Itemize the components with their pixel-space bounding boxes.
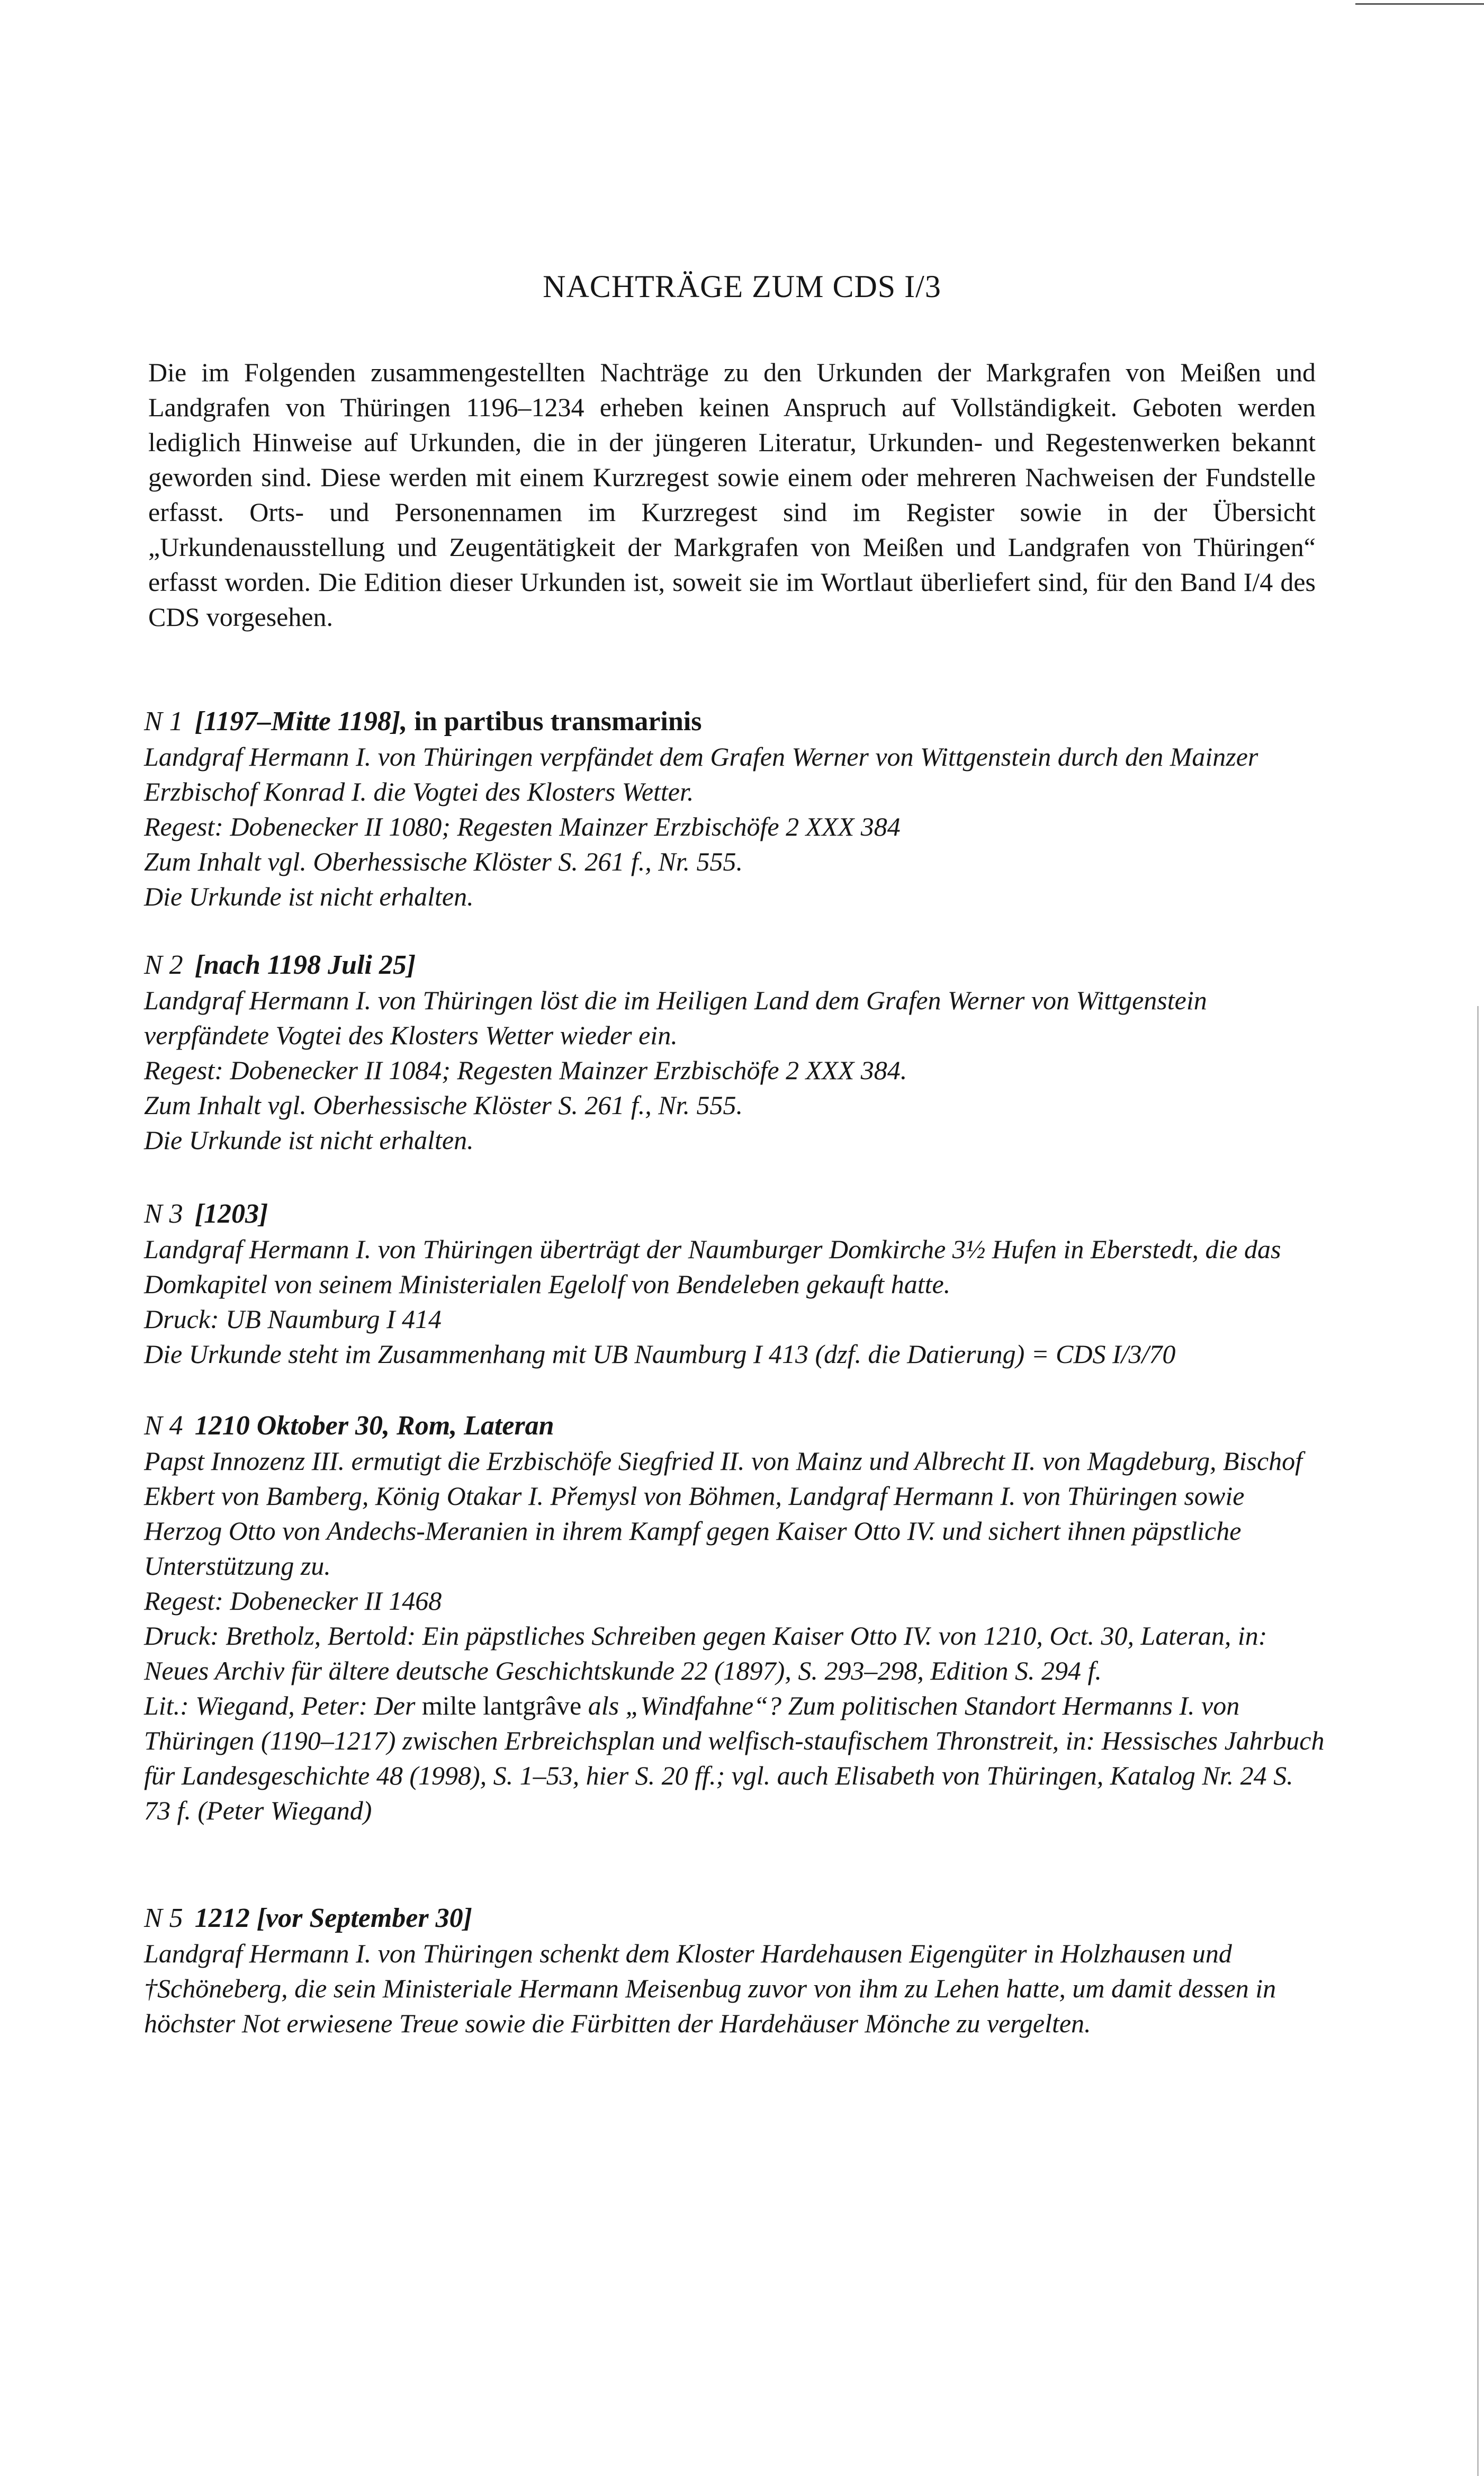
entry-body xyxy=(144,1232,1325,1371)
entry-date: [nach 1198 Juli 25] xyxy=(194,950,416,980)
entry-n5 xyxy=(144,1901,1325,2041)
entry-date: 1212 [vor September 30] xyxy=(194,1903,472,1933)
entry-n3 xyxy=(144,1197,1325,1371)
scan-edge-line xyxy=(1477,1006,1479,2476)
entry-line: Die Urkunde ist nicht erhalten. xyxy=(144,882,474,911)
entry-n4 xyxy=(144,1409,1325,1828)
lit-prefix: Lit.: Wiegand, Peter: Der xyxy=(144,1691,416,1720)
intro-paragraph: Die im Folgenden zusammengestellten Nachträge zu den Urkunden der Markgrafen von Meißen und Landgrafen von Thüringen 1196–1234 erheben keinen Anspruch auf Vollständigkeit. Geboten werden lediglich Hinweise auf Urkunden, die in der jüngeren Literatur, Urkunden- und Regestenwerken bekannt geworden sind. Diese werden mit einem Kurzregest sowie einem oder mehreren Nachweisen der Fundstelle erfasst. Orts- und Personennamen im Kurzregest sind im Register sowie in der Übersicht „Urkundenausstellung und Zeugentätigkeit der Markgrafen von Meißen und Landgrafen von Thüringen“ erfasst worden. Die Edition dieser Urkunden ist, soweit sie im Wortlaut überliefert sind, für den Band I/4 des CDS vorgesehen. xyxy=(148,357,1316,632)
entry-regest: Landgraf Hermann I. von Thüringen schenkt dem Kloster Hardehausen Eigengüter in Holzhausen und †Schöneberg, die sein Ministeriale Hermann Meisenbug zuvor von ihm zu Lehen hatte, um damit dessen in höchster Not erwiesene Treue sowie die Fürbitten der Hardehäuser Mönche zu vergelten. xyxy=(144,1939,1276,2038)
entry-line: Die Urkunde ist nicht erhalten. xyxy=(144,1125,474,1155)
entry-date: 1210 Oktober 30, Rom, Lateran xyxy=(194,1411,554,1441)
top-rule xyxy=(1355,3,1484,5)
entry-date: [1197–Mitte 1198], xyxy=(194,706,408,737)
entry-line: Zum Inhalt vgl. Oberhessische Klöster S. 261 f., Nr. 555. xyxy=(144,1090,743,1120)
entry-number: N 1 xyxy=(144,706,183,737)
entry-regest: Landgraf Hermann I. von Thüringen überträgt der Naumburger Domkirche 3½ Hufen in Eberstedt, die das Domkapitel von seinem Ministerialen Egelolf von Bendeleben gekauft hatte. xyxy=(144,1234,1281,1299)
entry-line: Druck: Bretholz, Bertold: Ein päpstliches Schreiben gegen Kaiser Otto IV. von 1210, Oct. 30, Lateran, in: Neues Archiv für ältere deutsche Geschichtskunde 22 (1897), S. 293–298, Edition S. 294 f. xyxy=(144,1621,1267,1685)
entry-line: Druck: UB Naumburg I 414 xyxy=(144,1304,442,1334)
entry-heading xyxy=(144,948,1325,983)
entry-number: N 4 xyxy=(144,1411,183,1441)
entry-line: Regest: Dobenecker II 1084; Regesten Mainzer Erzbischöfe 2 XXX 384. xyxy=(144,1055,907,1085)
entry-heading xyxy=(144,704,1325,739)
entry-n2 xyxy=(144,948,1325,1158)
entry-heading xyxy=(144,1197,1325,1232)
entry-heading xyxy=(144,1901,1325,1936)
entry-body xyxy=(144,739,1325,914)
entry-literature xyxy=(144,1688,1325,1828)
entry-body xyxy=(144,983,1325,1158)
entry-line: Die Urkunde steht im Zusammenhang mit UB Naumburg I 413 (dzf. die Datierung) = CDS I/3/70 xyxy=(144,1339,1176,1369)
entry-regest: Papst Innozenz III. ermutigt die Erzbischöfe Siegfried II. von Mainz und Albrecht II. von Magdeburg, Bischof Ekbert von Bamberg, König Otakar I. Přemysl von Böhmen, Landgraf Hermann I. von Thüringen sowie Herzog Otto von Andechs-Meranien in ihrem Kampf gegen Kaiser Otto IV. und sichert ihnen päpstliche Unterstützung zu. xyxy=(144,1446,1303,1581)
lit-title-upright: milte lantgrâve xyxy=(421,1691,582,1720)
page-title: NACHTRÄGE ZUM CDS I/3 xyxy=(543,269,941,304)
entry-line: Regest: Dobenecker II 1080; Regesten Mainzer Erzbischöfe 2 XXX 384 xyxy=(144,812,901,841)
entry-body xyxy=(144,1443,1325,1828)
entry-line: Zum Inhalt vgl. Oberhessische Klöster S. 261 f., Nr. 555. xyxy=(144,847,743,876)
entry-date: [1203] xyxy=(194,1199,268,1229)
entry-line: Regest: Dobenecker II 1468 xyxy=(144,1586,442,1616)
lit-suffix: als „Windfahne“? Zum politischen Standort Hermanns I. von Thüringen (1190–1217) zwischen Erbreichsplan und welfisch-staufischem Thronstreit, in: Hessisches Jahrbuch für Landesgeschichte 48 (1998), S. 1–53, hier S. 20 ff.; vgl. auch Elisabeth von Thüringen, Katalog Nr. 24 S. 73 f. (Peter Wiegand) xyxy=(144,1691,1325,1825)
entry-number: N 3 xyxy=(144,1199,183,1229)
entry-number: N 5 xyxy=(144,1903,183,1933)
entry-number: N 2 xyxy=(144,950,183,980)
entry-place: in partibus transmarinis xyxy=(414,706,702,737)
entry-body xyxy=(144,1936,1325,2041)
entry-regest: Landgraf Hermann I. von Thüringen löst die im Heiligen Land dem Grafen Werner von Wittgenstein verpfändete Vogtei des Klosters Wetter wieder ein. xyxy=(144,985,1207,1050)
entry-regest: Landgraf Hermann I. von Thüringen verpfändet dem Grafen Werner von Wittgenstein durch den Mainzer Erzbischof Konrad I. die Vogtei des Klosters Wetter. xyxy=(144,742,1258,806)
entry-n1 xyxy=(144,704,1325,914)
entry-heading xyxy=(144,1409,1325,1443)
